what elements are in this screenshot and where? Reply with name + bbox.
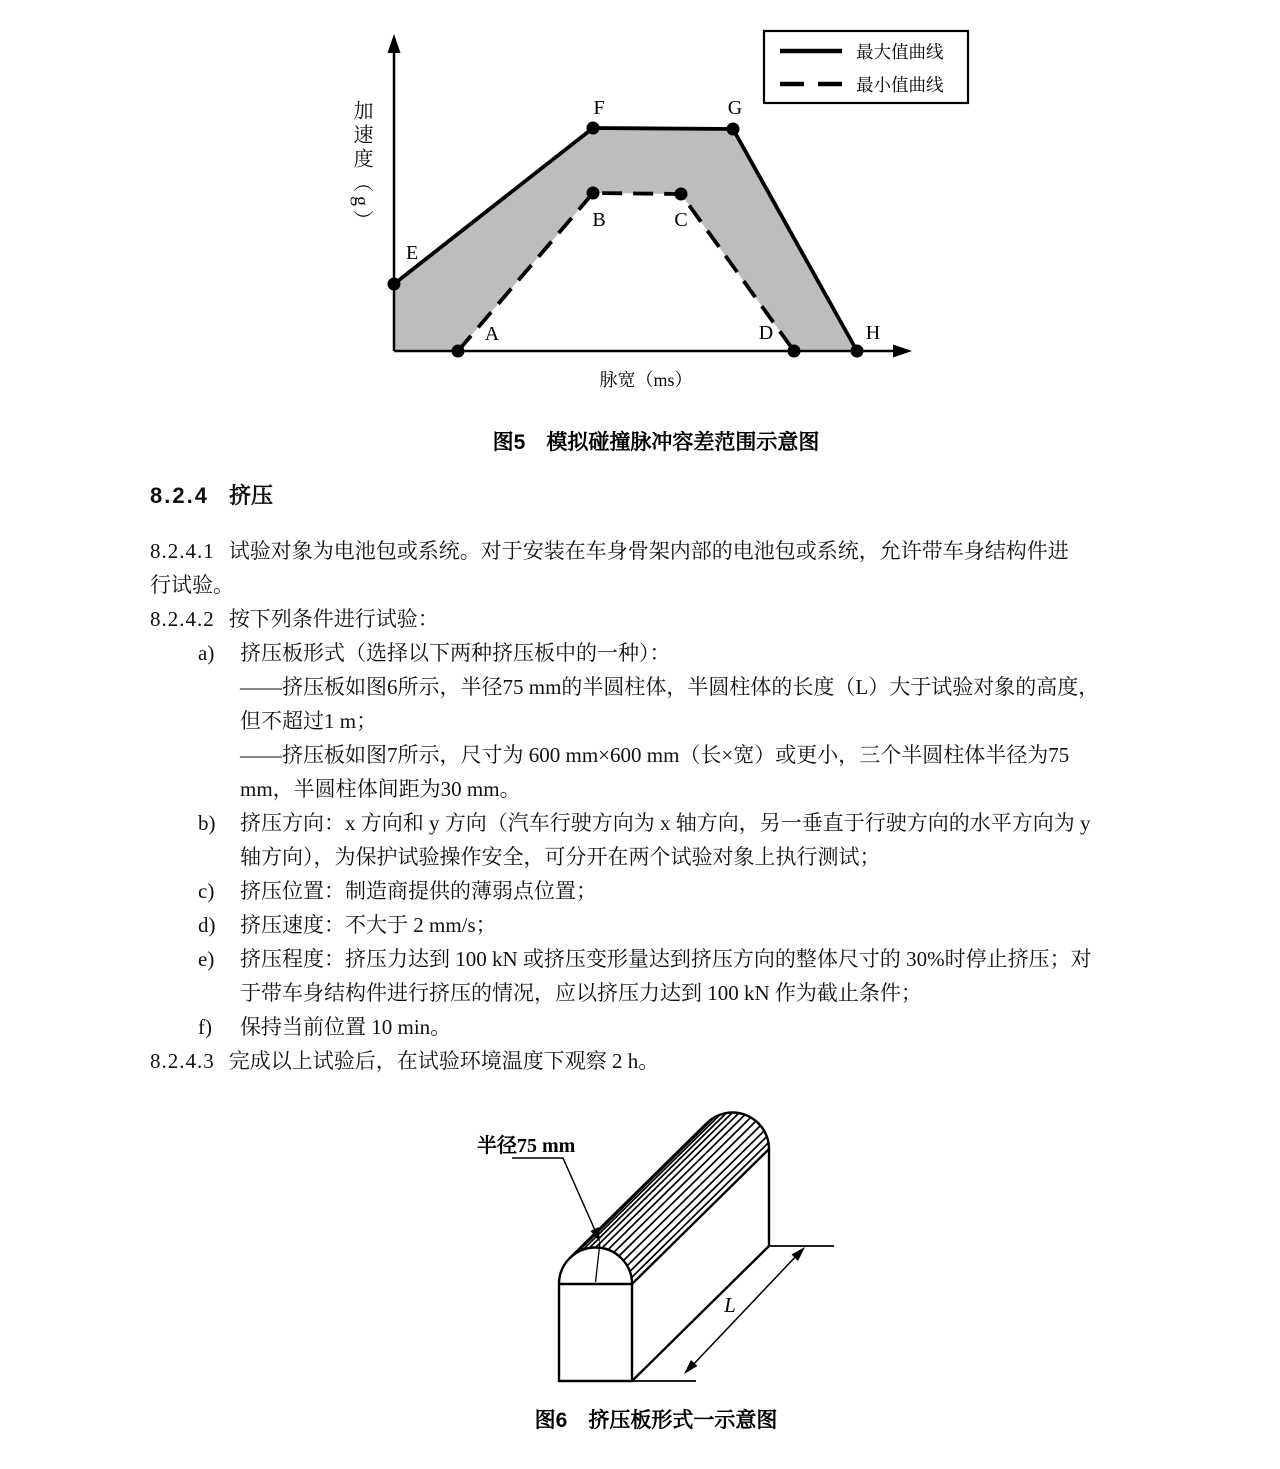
paragraph-text: 按下列条件进行试验：: [228, 607, 439, 631]
list-item-a-dash2: [150, 738, 1164, 772]
clause-number: 8.2.4.2: [150, 607, 215, 631]
paragraph-text: 行试验。: [150, 573, 234, 597]
section-title: 挤压: [228, 483, 273, 508]
radius-callout: [477, 1133, 600, 1282]
list-text: ——挤压板如图6所示，半径75 mm的半圆柱体，半圆柱体的长度（L）大于试验对象的高度，: [240, 675, 1100, 699]
list-text: 于带车身结构件进行挤压的情况，应以挤压力达到 100 kN 作为截止条件；: [240, 981, 922, 1005]
list-text: 但不超过1 m；: [240, 709, 378, 733]
list-item-b-cont: [150, 840, 1164, 874]
list-item-a-dash2-cont: [150, 772, 1164, 806]
clause-number: 8.2.4.1: [150, 539, 215, 563]
point-D: [788, 345, 801, 358]
list-marker: f): [198, 1015, 212, 1039]
section-8-2-4: [150, 479, 1164, 1078]
point-H: [851, 345, 864, 358]
section-heading: [150, 479, 1164, 513]
hatch-lines: [572, 1113, 768, 1278]
list-item-b: [150, 806, 1164, 840]
list-text: 挤压程度：挤压力达到 100 kN 或挤压变形量达到挤压方向的整体尺寸的 30%时停止挤压；对: [240, 947, 1092, 971]
point-label-D: D: [758, 322, 774, 344]
list-text: 挤压位置：制造商提供的薄弱点位置；: [240, 879, 597, 903]
point-E: [388, 278, 401, 291]
point-G: [727, 123, 740, 136]
list-text: 挤压方向：x 方向和 y 方向（汽车行驶方向为 x 轴方向，另一垂直于行驶方向的水平方向为 y: [240, 811, 1091, 835]
legend-min-label: 最小值曲线: [856, 75, 944, 95]
list-item-a-dash1-cont: [150, 704, 1164, 738]
paragraph-text: 完成以上试验后，在试验环境温度下观察 2 h。: [228, 1049, 660, 1073]
point-label-A: A: [484, 323, 500, 345]
list-text: 轴方向），为保护试验操作安全，可分开在两个试验对象上执行测试；: [240, 845, 881, 869]
section-number: 8.2.4: [150, 483, 209, 508]
list-marker: c): [198, 879, 215, 903]
list-text: 挤压板形式（选择以下两种挤压板中的一种）：: [240, 641, 671, 665]
point-C: [675, 188, 688, 201]
list-text: 保持当前位置 10 min。: [240, 1015, 452, 1039]
list-item-a-dash1: [150, 670, 1164, 704]
point-A: [452, 345, 465, 358]
list-text: ——挤压板如图7所示，尺寸为 600 mm×600 mm（长×宽）或更小，三个半圆柱体半径为75: [240, 743, 1070, 767]
point-F: [587, 122, 600, 135]
list-item-e-cont: [150, 976, 1164, 1010]
paragraph-text: 试验对象为电池包或系统。对于安装在车身骨架内部的电池包或系统，允许带车身结构件进: [228, 539, 1069, 563]
list-text: mm，半圆柱体间距为30 mm。: [240, 777, 521, 801]
x-axis-label: 脉宽（ms）: [599, 370, 693, 390]
list-item-d: [150, 908, 1164, 942]
point-B: [587, 187, 600, 200]
chart-legend: [764, 31, 968, 103]
list-item-f: [150, 1010, 1164, 1044]
y-axis-arrow-icon: [388, 34, 401, 53]
point-label-H: H: [865, 322, 881, 344]
paragraph-8-2-4-2: [150, 602, 1164, 636]
clause-number: 8.2.4.3: [150, 1049, 215, 1073]
list-marker: d): [198, 913, 216, 937]
list-item-a: [150, 636, 1164, 670]
point-label-G: G: [727, 97, 743, 119]
tolerance-band: [394, 128, 857, 351]
list-marker: a): [198, 641, 215, 665]
y-axis-label: 加速度（g）: [350, 100, 372, 234]
radius-label: 半径75 mm: [477, 1135, 576, 1157]
x-axis-arrow-icon: [893, 345, 912, 358]
list-marker: b): [198, 811, 216, 835]
list-marker: e): [198, 947, 215, 971]
paragraph-8-2-4-1: [150, 534, 1164, 568]
point-label-C: C: [674, 209, 688, 231]
list-text: 挤压速度：不大于 2 mm/s；: [240, 913, 497, 937]
figure5-chart: [330, 18, 970, 398]
legend-max-label: 最大值曲线: [856, 42, 944, 62]
paragraph-8-2-4-3: [150, 1044, 1164, 1078]
paragraph-continuation: [150, 568, 1164, 602]
length-label: L: [724, 1293, 736, 1317]
list-item-e: [150, 942, 1164, 976]
point-label-E: E: [406, 242, 419, 264]
point-label-F: F: [593, 97, 605, 119]
figure6-caption: 图6 挤压板形式一示意图: [534, 1409, 778, 1432]
list-item-c: [150, 874, 1164, 908]
point-label-B: B: [592, 209, 606, 231]
figure5-caption: 图5 模拟碰撞脉冲容差范围示意图: [492, 431, 820, 454]
figure6-diagram: [450, 1090, 850, 1395]
